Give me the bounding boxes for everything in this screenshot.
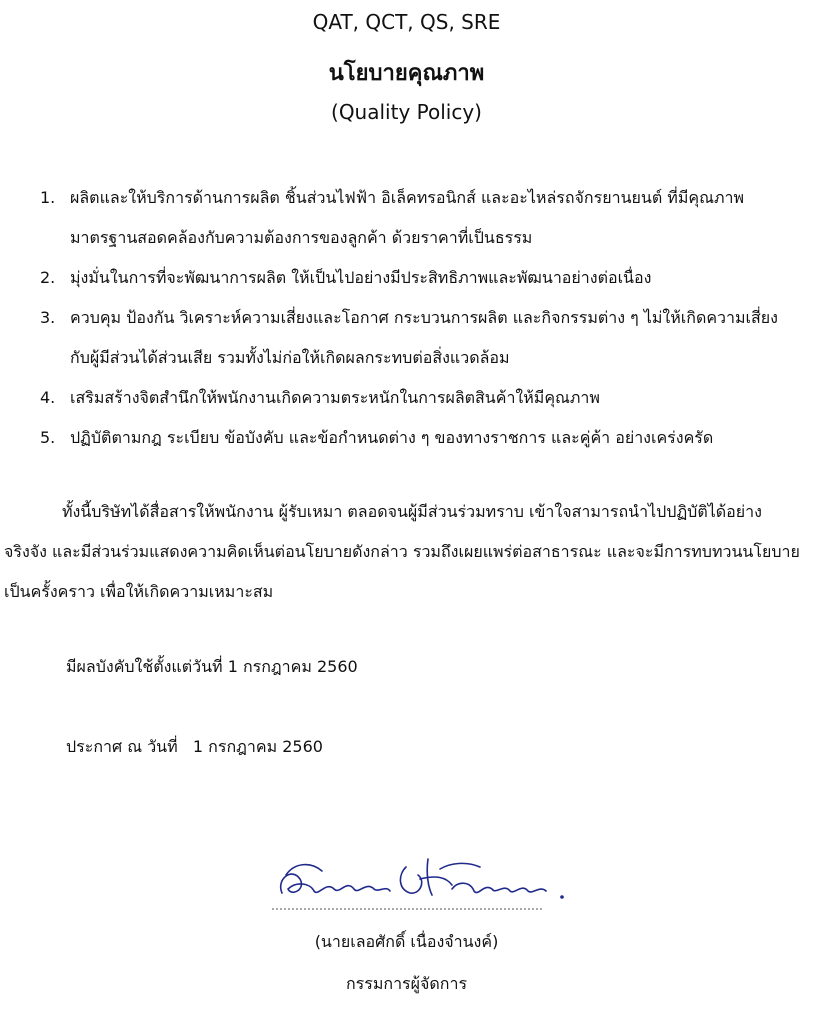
document-title-thai: นโยบายคุณภาพ	[328, 61, 485, 86]
signer-name: (นายเลอศักดิ์ เนื่องจำนงค์)	[314, 932, 499, 951]
policy-item	[0, 258, 813, 298]
document-title-english: (Quality Policy)	[331, 100, 482, 124]
policy-item-number: 1.	[40, 188, 56, 207]
effective-date: มีผลบังคับใช้ตั้งแต่วันที่ 1 กรกฎาคม 2560	[66, 657, 358, 676]
policy-item-text: มุ่งมั่นในการที่จะพัฒนาการผลิต ให้เป็นไปอย่างมีประสิทธิภาพและพัฒนาอย่างต่อเนื่อง	[70, 268, 652, 287]
policy-list	[0, 178, 813, 458]
policy-item-text: ผลิตและให้บริการด้านการผลิต ชิ้นส่วนไฟฟ้า อิเล็คทรอนิกส์ และอะไหล่รถจักรยานยนต์ ที่มีคุณภาพมาตรฐานสอดคล้องกับความต้องการของลูกค้า ด้วยราคาที่เป็นธรรม	[70, 188, 745, 247]
policy-item	[0, 298, 813, 378]
policy-item-text: ควบคุม ป้องกัน วิเคราะห์ความเสี่ยงและโอกาศ กระบวนการผลิต และกิจกรรมต่าง ๆ ไม่ให้เกิดความเสี่ยงกับผู้มีส่วนได้ส่วนเสีย รวมทั้งไม่ก่อให้เกิดผลกระทบต่อสิ่งแวดล้อม	[70, 308, 778, 367]
companies-heading: QAT, QCT, QS, SRE	[312, 10, 501, 34]
policy-item-number: 4.	[40, 388, 56, 407]
policy-item-text: ปฏิบัติตามกฎ ระเบียบ ข้อบังคับ และข้อกำหนดต่าง ๆ ของทางราชการ และคู่ค้า อย่างเคร่งครัด	[70, 428, 714, 447]
communication-statement: ทั้งนี้บริษัทได้สื่อสารให้พนักงาน ผู้รับเหมา ตลอดจนผู้มีส่วนร่วมทราบ เข้าใจสามารถนำไปปฏิบัติได้อย่างจริงจัง และมีส่วนร่วมแสดงความคิดเห็นต่อนโยบายดังกล่าว รวมถึงเผยแพร่ต่อสาธารณะ และจะมีการทบทวนนโยบายเป็นครั้งคราว เพื่อให้เกิดความเหมาะสม	[4, 502, 800, 601]
policy-item-number: 5.	[40, 428, 56, 447]
policy-item	[0, 178, 813, 258]
policy-item	[0, 418, 813, 458]
policy-item-text: เสริมสร้างจิตสำนึกให้พนักงานเกิดความตระหนักในการผลิตสินค้าให้มีคุณภาพ	[70, 388, 600, 407]
policy-item-number: 2.	[40, 268, 56, 287]
policy-item-number: 3.	[40, 308, 56, 327]
policy-item	[0, 378, 813, 418]
announcement-date: ประกาศ ณ วันที่ 1 กรกฎาคม 2560	[66, 737, 323, 756]
signer-position: กรรมการผู้จัดการ	[345, 974, 468, 993]
signature-image	[270, 845, 570, 920]
